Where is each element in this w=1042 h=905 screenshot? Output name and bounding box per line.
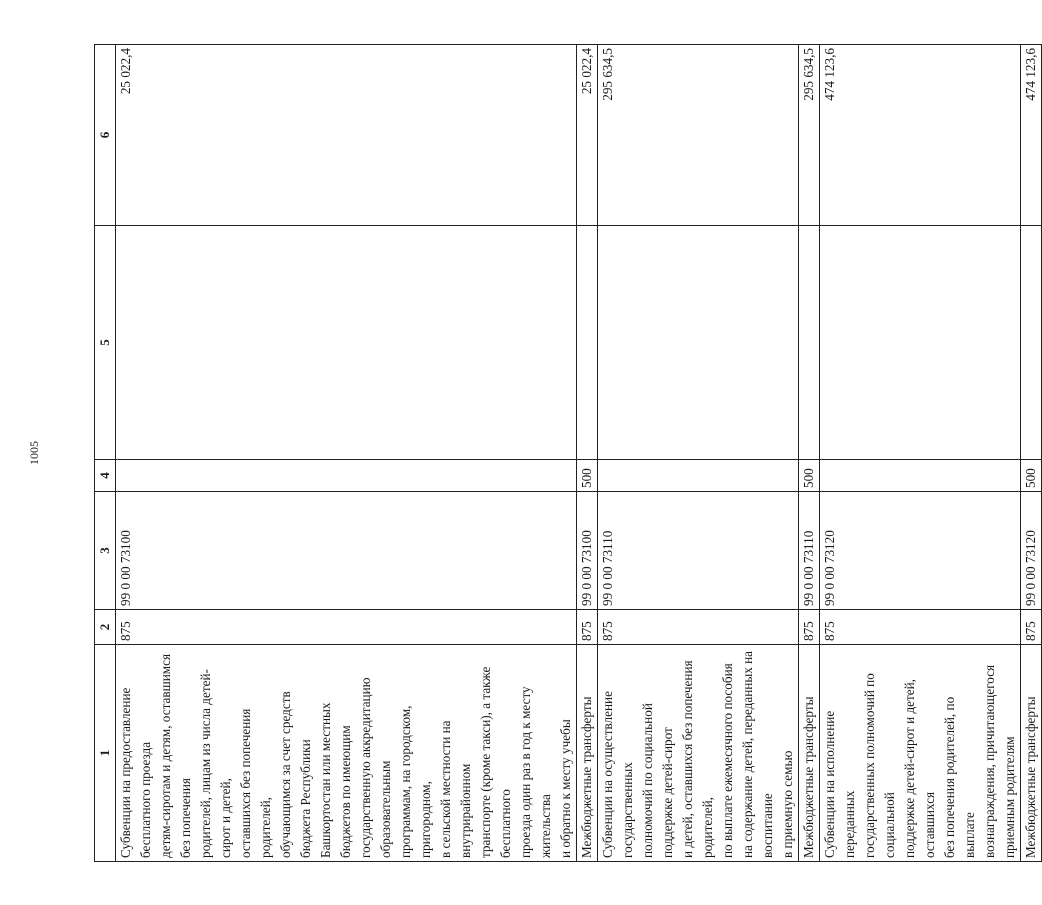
row-amount: 295 634,5	[799, 45, 820, 226]
table-row	[577, 45, 598, 862]
row-col5	[598, 226, 799, 460]
row-name-text: Межбюджетные трансферты	[1023, 696, 1038, 858]
row-name-text: Субвенции на исполнение переданных государственных полномочий по социальной поддержке детей-сирот и детей, оставшихся без попечения родителей, по выплате вознаграждения, причитающегося приемным родителям	[822, 664, 1017, 858]
row-amount: 295 634,5	[598, 45, 799, 226]
row-name-text: Субвенции на осуществление государственных полномочий по социальной поддержке детей-сирот и детей, оставшихся без попечения родителей, по выплате ежемесячного пособия на содержание детей, переданных на воспитание в приемную семью	[600, 650, 795, 858]
row-name-text: Субвенции на предоставление бесплатного проезда детям-сиротам и детям, оставшимся без попечения родителей, лицам из числа детей-сирот и детей, оставшихся без попечения родителей, обучающимся за счет средств бюджета Республики Башкортостан или местных бюджетов по имеющим государственную аккредитацию образовательным программам, на городском, пригородном, в сельской местности на внутрирайонном транспорте (кроме такси), а также бесплатного проезда один раз в год к месту жительства и обратно к месту учебы	[118, 653, 573, 858]
row-code: 99 0 00 73100	[577, 492, 598, 610]
row-col5	[577, 226, 598, 460]
row-ministry: 875	[116, 610, 577, 645]
row-col5	[1021, 226, 1042, 460]
row-expense-type: 500	[799, 460, 820, 492]
row-amount: 25 022,4	[577, 45, 598, 226]
row-col5	[116, 226, 577, 460]
row-expense-type	[820, 460, 1021, 492]
row-code: 99 0 00 73110	[799, 492, 820, 610]
row-expense-type	[116, 460, 577, 492]
budget-table	[94, 44, 1042, 862]
row-ministry: 875	[1021, 610, 1042, 645]
row-amount: 474 123,6	[820, 45, 1021, 226]
row-ministry: 875	[820, 610, 1021, 645]
row-code: 99 0 00 73110	[598, 492, 799, 610]
header-col-6: 6	[95, 45, 116, 226]
row-ministry: 875	[577, 610, 598, 645]
header-col-1: 1	[95, 645, 116, 862]
table-row	[598, 45, 799, 862]
row-name-text: Межбюджетные трансферты	[801, 696, 816, 858]
row-code: 99 0 00 73100	[116, 492, 577, 610]
row-ministry: 875	[598, 610, 799, 645]
row-code: 99 0 00 73120	[1021, 492, 1042, 610]
table-row	[116, 45, 577, 862]
rotated-table-wrapper	[94, 45, 1038, 862]
row-col5	[799, 226, 820, 460]
row-expense-type: 500	[1021, 460, 1042, 492]
row-expense-type: 500	[577, 460, 598, 492]
table-row	[820, 45, 1021, 862]
row-col5	[820, 226, 1021, 460]
table-row	[1021, 45, 1042, 862]
header-col-5: 5	[95, 226, 116, 460]
row-code: 99 0 00 73120	[820, 492, 1021, 610]
row-amount: 474 123,6	[1021, 45, 1042, 226]
row-ministry: 875	[799, 610, 820, 645]
table-row	[799, 45, 820, 862]
row-name	[577, 645, 598, 862]
table-container	[94, 45, 1038, 862]
row-name	[799, 645, 820, 862]
row-expense-type	[598, 460, 799, 492]
header-col-3: 3	[95, 492, 116, 610]
row-amount: 25 022,4	[116, 45, 577, 226]
header-col-4: 4	[95, 460, 116, 492]
row-name	[116, 645, 577, 862]
table-header-row	[95, 45, 116, 862]
row-name	[598, 645, 799, 862]
header-col-2: 2	[95, 610, 116, 645]
row-name	[820, 645, 1021, 862]
row-name	[1021, 645, 1042, 862]
page-number: 1005	[26, 441, 41, 465]
row-name-text: Межбюджетные трансферты	[579, 696, 594, 858]
